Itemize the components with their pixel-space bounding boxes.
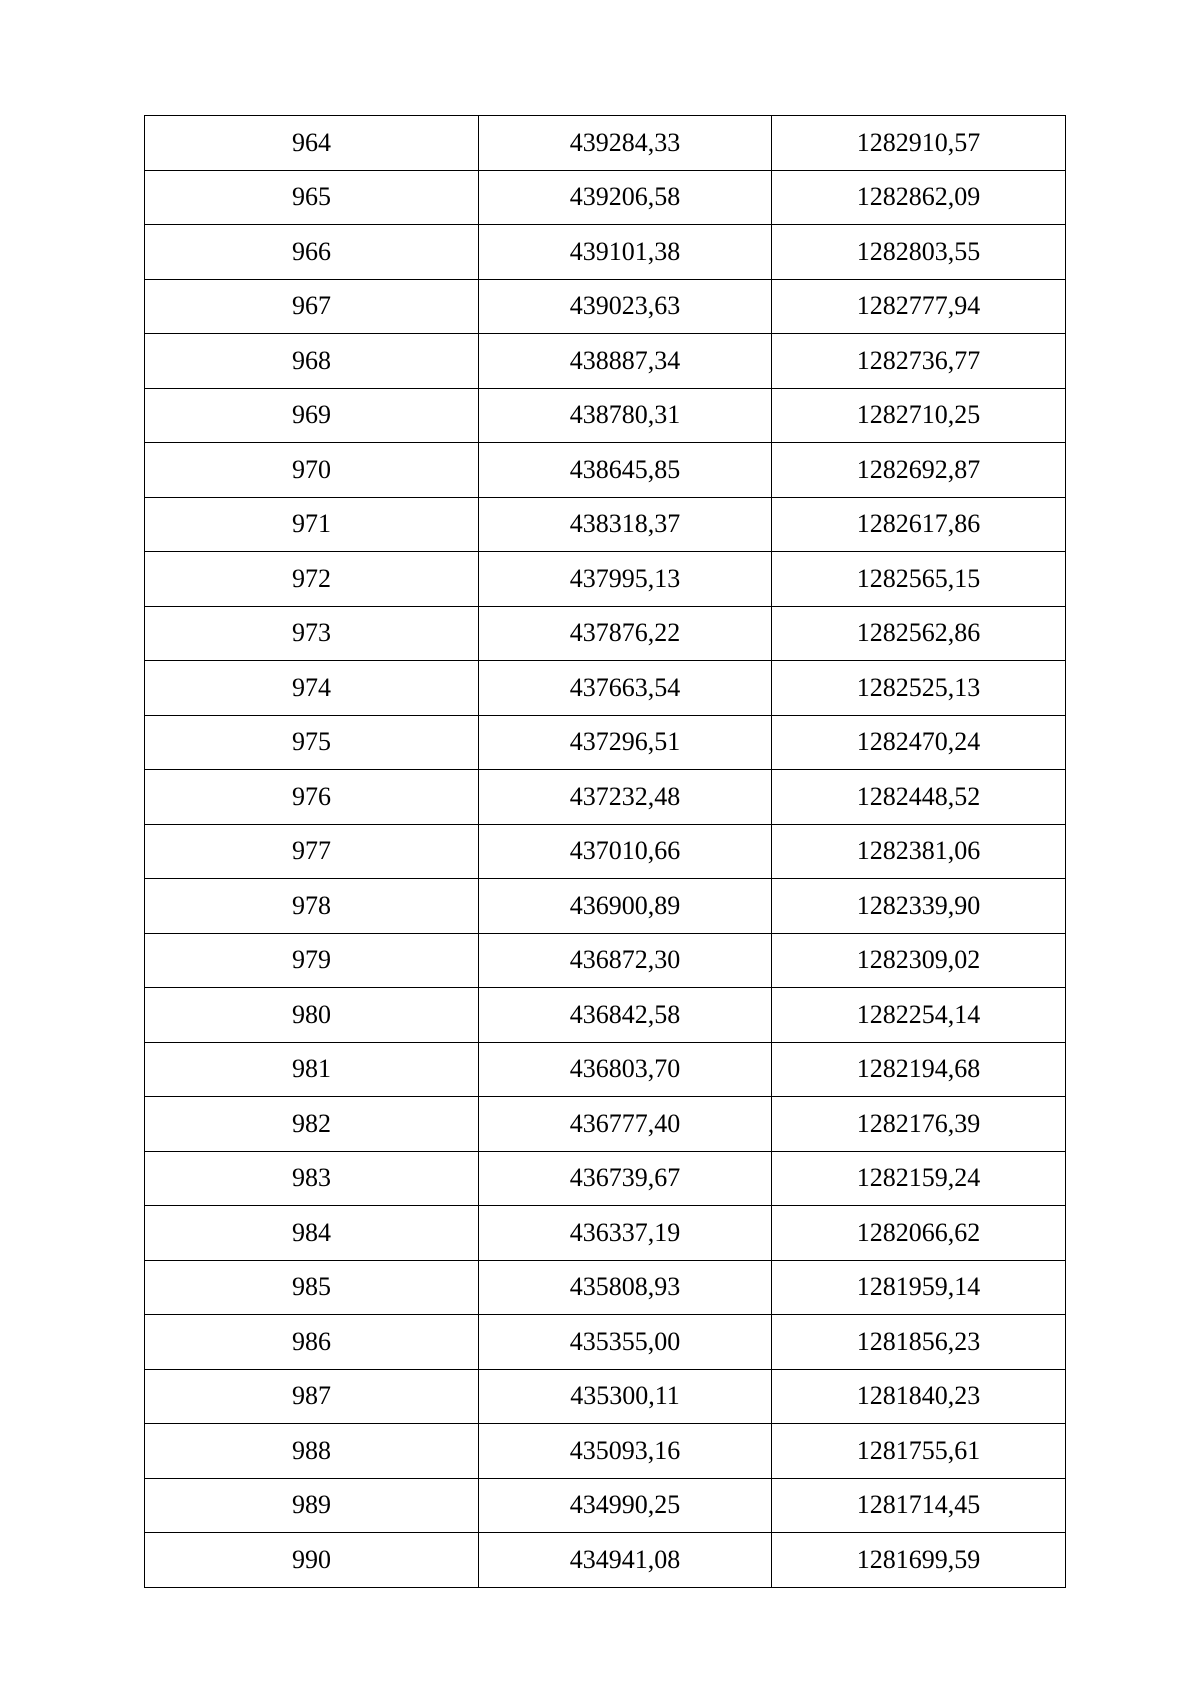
table-row [145, 1206, 1066, 1261]
point-number-cell: 982 [145, 1097, 479, 1152]
point-number-cell: 990 [145, 1533, 479, 1588]
point-number-cell: 966 [145, 225, 479, 280]
table-row [145, 170, 1066, 225]
x-coordinate-cell: 436872,30 [479, 933, 772, 988]
table-row [145, 1315, 1066, 1370]
table-row [145, 334, 1066, 389]
table-row [145, 497, 1066, 552]
y-coordinate-cell: 1282159,24 [772, 1151, 1066, 1206]
table-row [145, 1042, 1066, 1097]
table-row [145, 879, 1066, 934]
table-row [145, 116, 1066, 171]
point-number-cell: 983 [145, 1151, 479, 1206]
point-number-cell: 984 [145, 1206, 479, 1261]
x-coordinate-cell: 437876,22 [479, 606, 772, 661]
x-coordinate-cell: 436739,67 [479, 1151, 772, 1206]
point-number-cell: 989 [145, 1478, 479, 1533]
point-number-cell: 978 [145, 879, 479, 934]
x-coordinate-cell: 435355,00 [479, 1315, 772, 1370]
y-coordinate-cell: 1282309,02 [772, 933, 1066, 988]
point-number-cell: 975 [145, 715, 479, 770]
y-coordinate-cell: 1282066,62 [772, 1206, 1066, 1261]
point-number-cell: 968 [145, 334, 479, 389]
x-coordinate-cell: 438780,31 [479, 388, 772, 443]
table-row [145, 1260, 1066, 1315]
x-coordinate-cell: 437663,54 [479, 661, 772, 716]
table-row [145, 606, 1066, 661]
y-coordinate-cell: 1282710,25 [772, 388, 1066, 443]
point-number-cell: 971 [145, 497, 479, 552]
y-coordinate-cell: 1281856,23 [772, 1315, 1066, 1370]
table-row [145, 1097, 1066, 1152]
y-coordinate-cell: 1282381,06 [772, 824, 1066, 879]
table-row [145, 770, 1066, 825]
x-coordinate-cell: 438318,37 [479, 497, 772, 552]
table-row [145, 715, 1066, 770]
y-coordinate-cell: 1282176,39 [772, 1097, 1066, 1152]
x-coordinate-cell: 438645,85 [479, 443, 772, 498]
point-number-cell: 972 [145, 552, 479, 607]
y-coordinate-cell: 1282339,90 [772, 879, 1066, 934]
y-coordinate-cell: 1282194,68 [772, 1042, 1066, 1097]
x-coordinate-cell: 436842,58 [479, 988, 772, 1043]
y-coordinate-cell: 1282254,14 [772, 988, 1066, 1043]
x-coordinate-cell: 436337,19 [479, 1206, 772, 1261]
point-number-cell: 965 [145, 170, 479, 225]
x-coordinate-cell: 434990,25 [479, 1478, 772, 1533]
point-number-cell: 969 [145, 388, 479, 443]
x-coordinate-cell: 436900,89 [479, 879, 772, 934]
table-row [145, 552, 1066, 607]
point-number-cell: 988 [145, 1424, 479, 1479]
table-row [145, 661, 1066, 716]
table-row [145, 443, 1066, 498]
point-number-cell: 986 [145, 1315, 479, 1370]
y-coordinate-cell: 1281959,14 [772, 1260, 1066, 1315]
table-row [145, 279, 1066, 334]
x-coordinate-cell: 437995,13 [479, 552, 772, 607]
table-row [145, 1369, 1066, 1424]
table-row [145, 933, 1066, 988]
y-coordinate-cell: 1281714,45 [772, 1478, 1066, 1533]
table-row [145, 988, 1066, 1043]
point-number-cell: 981 [145, 1042, 479, 1097]
table-row [145, 225, 1066, 280]
y-coordinate-cell: 1282562,86 [772, 606, 1066, 661]
y-coordinate-cell: 1282525,13 [772, 661, 1066, 716]
x-coordinate-cell: 439023,63 [479, 279, 772, 334]
y-coordinate-cell: 1281755,61 [772, 1424, 1066, 1479]
x-coordinate-cell: 435808,93 [479, 1260, 772, 1315]
x-coordinate-cell: 436777,40 [479, 1097, 772, 1152]
y-coordinate-cell: 1281840,23 [772, 1369, 1066, 1424]
y-coordinate-cell: 1282803,55 [772, 225, 1066, 280]
table-row [145, 1478, 1066, 1533]
y-coordinate-cell: 1281699,59 [772, 1533, 1066, 1588]
y-coordinate-cell: 1282470,24 [772, 715, 1066, 770]
point-number-cell: 987 [145, 1369, 479, 1424]
point-number-cell: 967 [145, 279, 479, 334]
x-coordinate-cell: 435093,16 [479, 1424, 772, 1479]
point-number-cell: 977 [145, 824, 479, 879]
table-row [145, 824, 1066, 879]
point-number-cell: 980 [145, 988, 479, 1043]
table-row [145, 1151, 1066, 1206]
point-number-cell: 964 [145, 116, 479, 171]
point-number-cell: 979 [145, 933, 479, 988]
table-row [145, 1424, 1066, 1479]
point-number-cell: 973 [145, 606, 479, 661]
point-number-cell: 970 [145, 443, 479, 498]
x-coordinate-cell: 439206,58 [479, 170, 772, 225]
x-coordinate-cell: 439284,33 [479, 116, 772, 171]
x-coordinate-cell: 434941,08 [479, 1533, 772, 1588]
x-coordinate-cell: 437296,51 [479, 715, 772, 770]
x-coordinate-cell: 437010,66 [479, 824, 772, 879]
y-coordinate-cell: 1282692,87 [772, 443, 1066, 498]
y-coordinate-cell: 1282777,94 [772, 279, 1066, 334]
x-coordinate-cell: 438887,34 [479, 334, 772, 389]
table-row [145, 1533, 1066, 1588]
y-coordinate-cell: 1282910,57 [772, 116, 1066, 171]
point-number-cell: 976 [145, 770, 479, 825]
y-coordinate-cell: 1282617,86 [772, 497, 1066, 552]
point-number-cell: 974 [145, 661, 479, 716]
x-coordinate-cell: 439101,38 [479, 225, 772, 280]
table-row [145, 388, 1066, 443]
x-coordinate-cell: 436803,70 [479, 1042, 772, 1097]
coordinates-table-body [145, 116, 1066, 1588]
point-number-cell: 985 [145, 1260, 479, 1315]
y-coordinate-cell: 1282565,15 [772, 552, 1066, 607]
x-coordinate-cell: 437232,48 [479, 770, 772, 825]
coordinates-table [144, 115, 1066, 1588]
y-coordinate-cell: 1282862,09 [772, 170, 1066, 225]
y-coordinate-cell: 1282448,52 [772, 770, 1066, 825]
y-coordinate-cell: 1282736,77 [772, 334, 1066, 389]
x-coordinate-cell: 435300,11 [479, 1369, 772, 1424]
